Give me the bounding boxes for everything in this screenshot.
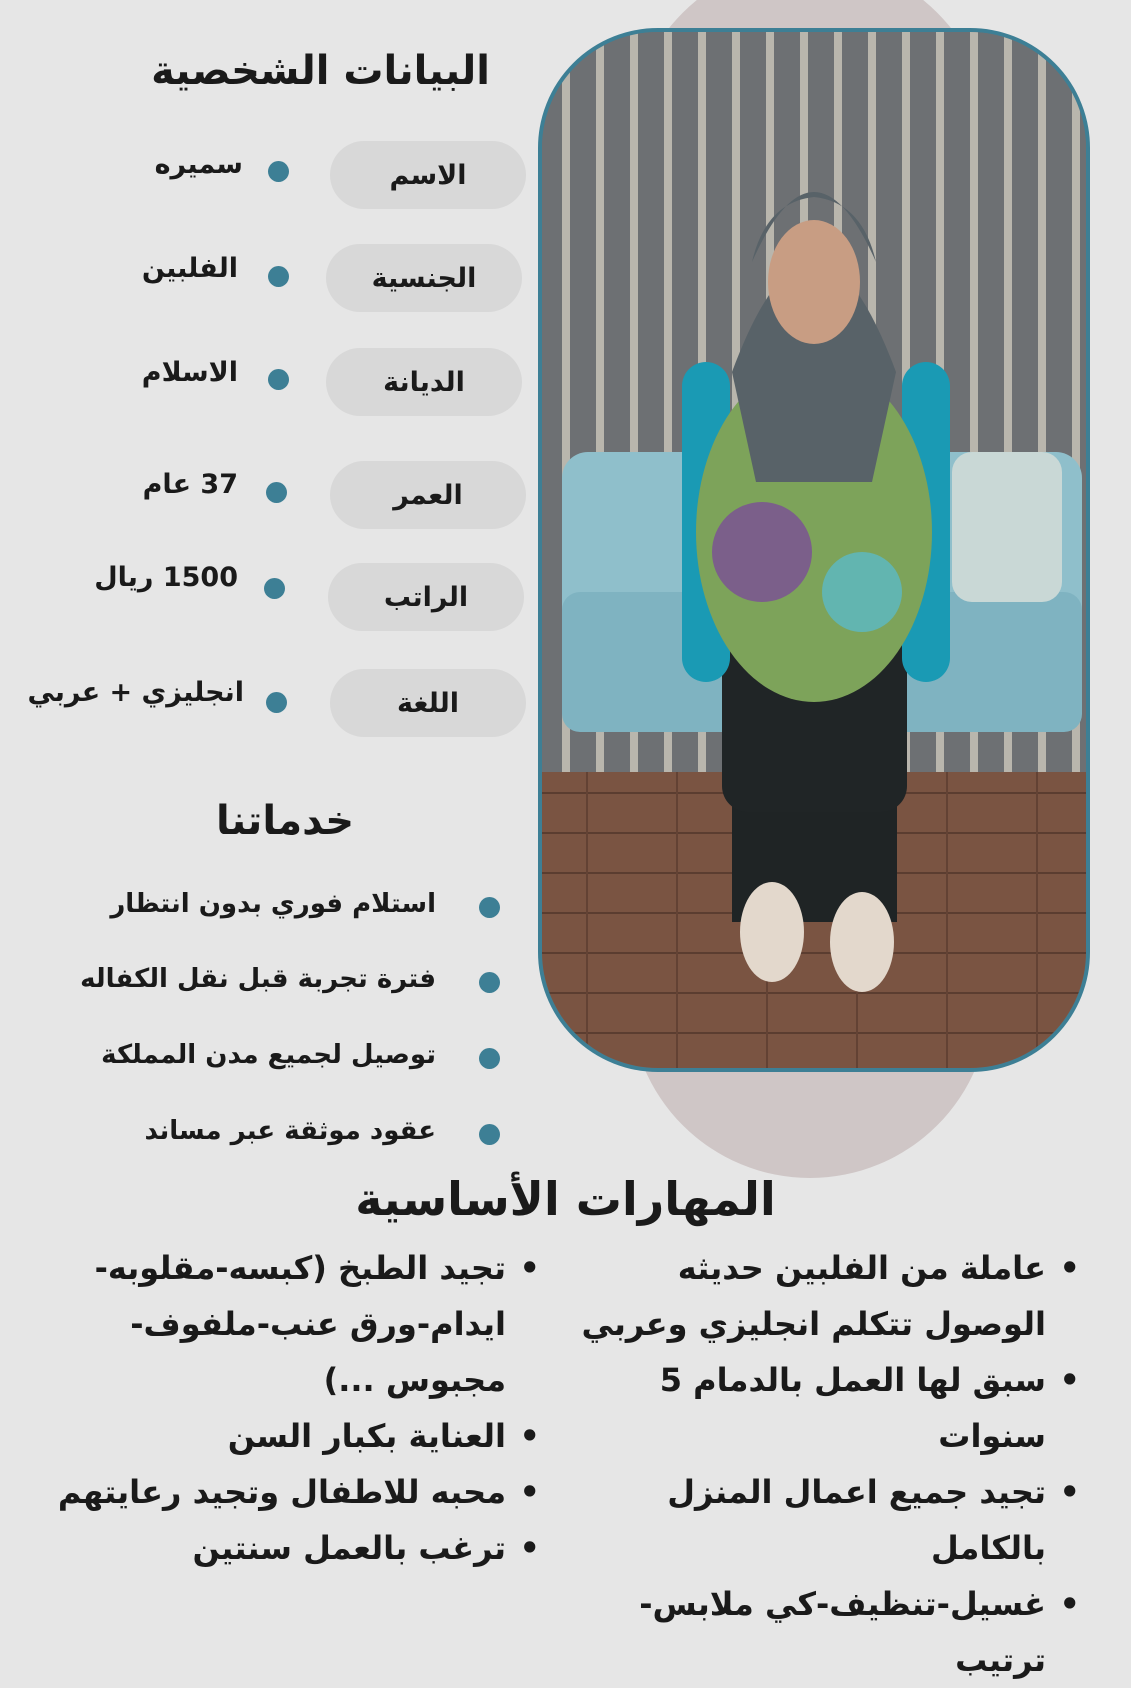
bullet-dot <box>268 369 289 390</box>
skill-item: • ترغب بالعمل سنتين <box>18 1520 506 1576</box>
skill-item: • العناية بكبار السن <box>18 1408 506 1464</box>
bullet-dot <box>479 897 500 918</box>
skills-right-column <box>550 1240 1080 1688</box>
bullet-dot <box>266 482 287 503</box>
skill-item: • محبه للاطفال وتجيد رعايتهم <box>18 1464 506 1520</box>
field-label-age: العمر <box>330 461 526 529</box>
field-label-name: الاسم <box>330 141 526 209</box>
services-title: خدماتنا <box>215 798 355 844</box>
service-item: عقود موثقة عبر مساند <box>144 1116 436 1146</box>
field-label-nationality: الجنسية <box>326 244 522 312</box>
skill-item: • سبق لها العمل بالدمام 5 سنوات <box>550 1352 1046 1464</box>
skills-title: المهارات الأساسية <box>355 1172 776 1226</box>
bullet-dot <box>266 692 287 713</box>
worker-photo <box>538 28 1090 1072</box>
field-label-salary: الراتب <box>328 563 524 631</box>
bullet-dot <box>268 161 289 182</box>
service-item: فترة تجربة قبل نقل الكفاله <box>80 964 436 994</box>
bullet-dot <box>479 1048 500 1069</box>
bullet-dot <box>479 1124 500 1145</box>
service-item: توصيل لجميع مدن المملكة <box>101 1040 436 1070</box>
skill-item: • غسيل-تنظيف-كي ملابس-ترتيب <box>550 1576 1046 1688</box>
field-value-language: انجليزي + عربي <box>27 677 244 708</box>
personal-data-title: البيانات الشخصية <box>151 48 490 94</box>
bullet-dot <box>264 578 285 599</box>
service-item: استلام فوري بدون انتظار <box>110 889 436 919</box>
skill-item: • تجيد الطبخ (كبسه-مقلوبه-ايدام-ورق عنب-ملفوف-مجبوس ...) <box>18 1240 506 1408</box>
skill-item: • تجيد جميع اعمال المنزل بالكامل <box>550 1464 1046 1576</box>
skills-left-column <box>18 1240 540 1576</box>
bullet-dot <box>268 266 289 287</box>
skill-item: • عاملة من الفلبين حديثه الوصول تتكلم انجليزي وعربي <box>550 1240 1046 1352</box>
bullet-dot <box>479 972 500 993</box>
field-label-language: اللغة <box>330 669 526 737</box>
field-value-nationality: الفلبين <box>141 253 238 284</box>
field-value-salary: 1500 ريال <box>94 562 238 593</box>
field-value-name: سميره <box>154 149 243 180</box>
field-value-religion: الاسلام <box>141 357 238 388</box>
field-value-age: 37 عام <box>142 469 238 500</box>
field-label-religion: الديانة <box>326 348 522 416</box>
